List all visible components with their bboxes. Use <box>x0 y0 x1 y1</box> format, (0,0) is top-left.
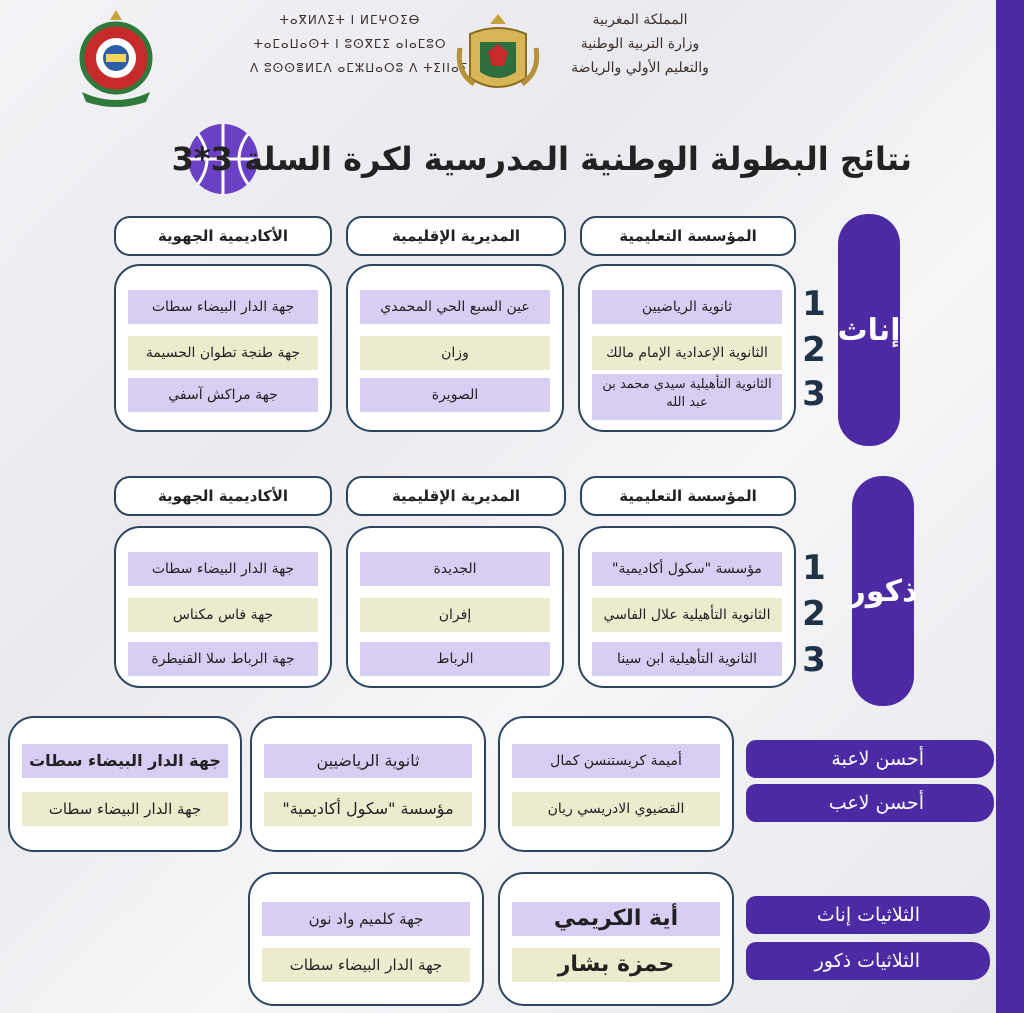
rank-number: 2 <box>802 594 826 634</box>
table-cell: جهة الدار البيضاء سطات <box>22 792 228 826</box>
table-cell: الرباط <box>360 642 550 676</box>
table-cell: جهة الدار البيضاء سطات <box>128 290 318 324</box>
moroccan-coat-of-arms-icon <box>456 12 540 100</box>
award-label-trio-female: الثلاثيات إناث <box>746 896 990 934</box>
girls-institutions-card <box>578 264 796 432</box>
sidebar-stripe <box>996 0 1024 1013</box>
table-cell: حمزة بشار <box>512 948 720 982</box>
rank-number: 1 <box>802 284 826 324</box>
boys-directorates-card <box>346 526 564 688</box>
column-header-directorate: المديرية الإقليمية <box>346 216 566 256</box>
column-header-academy: الأكاديمية الجهوية <box>114 476 332 516</box>
column-header-institution: المؤسسة التعليمية <box>580 476 796 516</box>
tifinagh-line: ⵜⴰⵎⴰⵡⴰⵙⵜ ⵏ ⵓⵙⴳⵎⵉ ⴰⵏⴰⵎⵓⵔ <box>253 37 447 51</box>
rank-number: 1 <box>802 548 826 588</box>
table-cell: أية الكريمي <box>512 902 720 936</box>
table-cell: مؤسسة "سكول أكاديمية" <box>264 792 472 826</box>
tifinagh-line: ⵜⴰⴳⵍⴷⵉⵜ ⵏ ⵍⵎⵖⵔⵉⴱ <box>279 13 421 27</box>
table-cell: الجديدة <box>360 552 550 586</box>
table-cell: القضيوي الادريسي ريان <box>512 792 720 826</box>
table-cell: الثانوية التأهيلية علال الفاسي <box>592 598 782 632</box>
table-cell: أميمة كريستنسن كمال <box>512 744 720 778</box>
gender-label-boys <box>848 476 918 706</box>
arabic-line: المملكة المغربية <box>592 12 688 28</box>
girls-directorates-card <box>346 264 564 432</box>
girls-academies-card <box>114 264 332 432</box>
award-label-trio-male: الثلاثيات ذكور <box>746 942 990 980</box>
rank-number: 3 <box>802 640 826 680</box>
best-players-academies-card <box>8 716 242 852</box>
table-cell: إفران <box>360 598 550 632</box>
table-cell: جهة مراكش آسفي <box>128 378 318 412</box>
gender-text: إناث <box>837 312 901 348</box>
page-title: نتائج البطولة الوطنية المدرسية لكرة السلة 3*3 <box>171 140 912 178</box>
best-players-names-card <box>498 716 734 852</box>
table-cell: الصويرة <box>360 378 550 412</box>
column-header-institution: المؤسسة التعليمية <box>580 216 796 256</box>
table-cell: جهة كلميم واد نون <box>262 902 470 936</box>
rank-number: 3 <box>802 374 826 414</box>
rank-number: 2 <box>802 330 826 370</box>
table-cell: جهة الدار البيضاء سطات <box>22 744 228 778</box>
trios-academies-card <box>248 872 484 1006</box>
award-label-best-female: أحسن لاعبة <box>746 740 994 778</box>
gender-label-girls <box>838 214 900 446</box>
boys-academies-card <box>114 526 332 688</box>
trios-names-card <box>498 872 734 1006</box>
arabic-line: وزارة التربية الوطنية <box>580 36 700 52</box>
column-header-directorate: المديرية الإقليمية <box>346 476 566 516</box>
table-cell: الثانوية التأهيلية سيدي محمد بن عبد الله <box>592 374 782 420</box>
table-cell: الثانوية التأهيلية ابن سينا <box>592 642 782 676</box>
award-label-best-male: أحسن لاعب <box>746 784 994 822</box>
tifinagh-line: ⴷ ⵓⵙⵙⴻⵍⵎⴷ ⴰⵎⵣⵡⴰⵔⵓ ⴷ ⵜⵉⵏⵏⴰⵢ <box>250 61 469 75</box>
table-cell: جهة الدار البيضاء سطات <box>128 552 318 586</box>
table-cell: عين السبع الحي المحمدي <box>360 290 550 324</box>
table-cell: مؤسسة "سكول أكاديمية" <box>592 552 782 586</box>
arabic-line: والتعليم الأولي والرياضة <box>571 60 709 76</box>
table-cell: وزان <box>360 336 550 370</box>
table-cell: ثانوية الرياضيين <box>592 290 782 324</box>
tifinagh-header <box>250 8 469 80</box>
table-cell: جهة الرباط سلا القنيطرة <box>128 642 318 676</box>
table-cell: جهة طنجة تطوان الحسيمة <box>128 336 318 370</box>
arabic-header <box>540 8 740 80</box>
table-cell: جهة فاس مكناس <box>128 598 318 632</box>
column-header-academy: الأكاديمية الجهوية <box>114 216 332 256</box>
federation-emblem-icon <box>72 8 160 108</box>
gender-text: ذكور <box>848 573 918 609</box>
table-cell: جهة الدار البيضاء سطات <box>262 948 470 982</box>
table-cell: ثانوية الرياضيين <box>264 744 472 778</box>
best-players-institutions-card <box>250 716 486 852</box>
table-cell: الثانوية الإعدادية الإمام مالك <box>592 336 782 370</box>
boys-institutions-card <box>578 526 796 688</box>
